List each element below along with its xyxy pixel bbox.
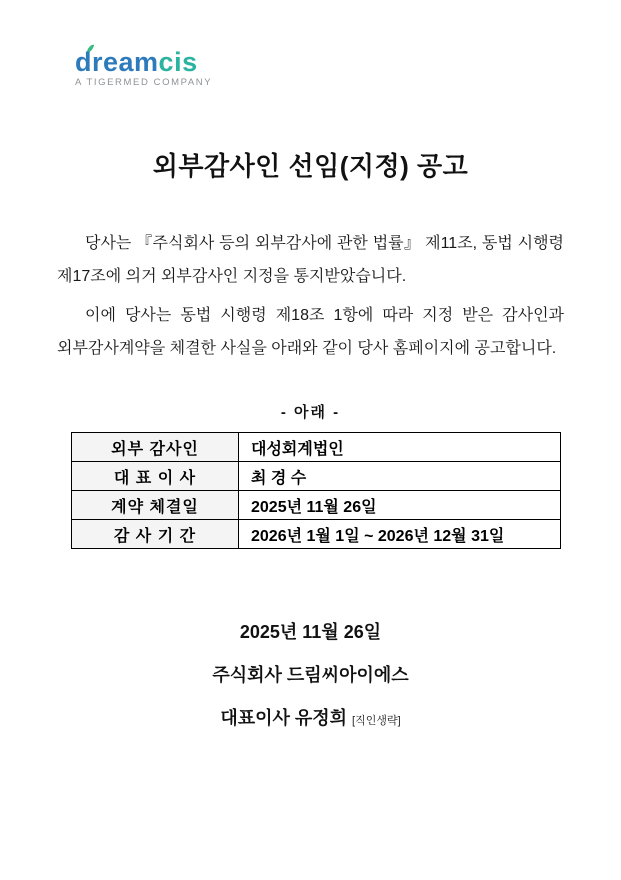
row-label-auditor: 외부 감사인 bbox=[72, 433, 239, 462]
row-value-ceo: 최 경 수 bbox=[239, 462, 561, 491]
table-row bbox=[72, 433, 561, 462]
row-label-ceo: 대 표 이 사 bbox=[72, 462, 239, 491]
logo-text-dream: dream bbox=[75, 47, 159, 77]
paragraph-announcement: 이에 당사는 동법 시행령 제18조 1항에 따라 지정 받은 감사인과 외부감사계약을 체결한 사실을 아래와 같이 당사 홈페이지에 공고합니다. bbox=[57, 307, 564, 357]
ceo-name: 대표이사 유정희 bbox=[220, 708, 348, 728]
logo-tagline: A TIGERMED COMPANY bbox=[75, 77, 213, 88]
row-value-audit-period: 2026년 1월 1일 ~ 2026년 12월 31일 bbox=[239, 520, 561, 549]
company-logo bbox=[75, 48, 564, 94]
table-row bbox=[72, 491, 561, 520]
row-label-audit-period: 감 사 기 간 bbox=[72, 520, 239, 549]
divider-label: - 아래 - bbox=[280, 404, 341, 421]
logo-text-cis: cis bbox=[158, 47, 198, 77]
table-row bbox=[72, 462, 561, 491]
signature-block bbox=[57, 619, 564, 734]
paragraph-notice: 당사는 『주식회사 등의 외부감사에 관한 법률』 제11조, 동법 시행령 제17조에 의거 외부감사인 지정을 통지받았습니다. bbox=[57, 235, 564, 285]
row-label-contract-date: 계약 체결일 bbox=[72, 491, 239, 520]
table-row bbox=[72, 520, 561, 549]
announcement-date: 2025년 11월 26일 bbox=[239, 622, 382, 642]
body-text bbox=[57, 227, 564, 365]
row-value-contract-date: 2025년 11월 26일 bbox=[239, 491, 561, 520]
seal-omitted-note: [직인생략] bbox=[352, 715, 401, 727]
audit-info-table bbox=[71, 432, 561, 549]
company-name: 주식회사 드림씨아이에스 bbox=[212, 665, 409, 685]
logo-wordmark bbox=[75, 48, 198, 76]
row-value-auditor: 대성회계법인 bbox=[239, 433, 561, 462]
page-title: 외부감사인 선임(지정) 공고 bbox=[152, 151, 469, 181]
ceo-signature-line bbox=[57, 705, 564, 734]
